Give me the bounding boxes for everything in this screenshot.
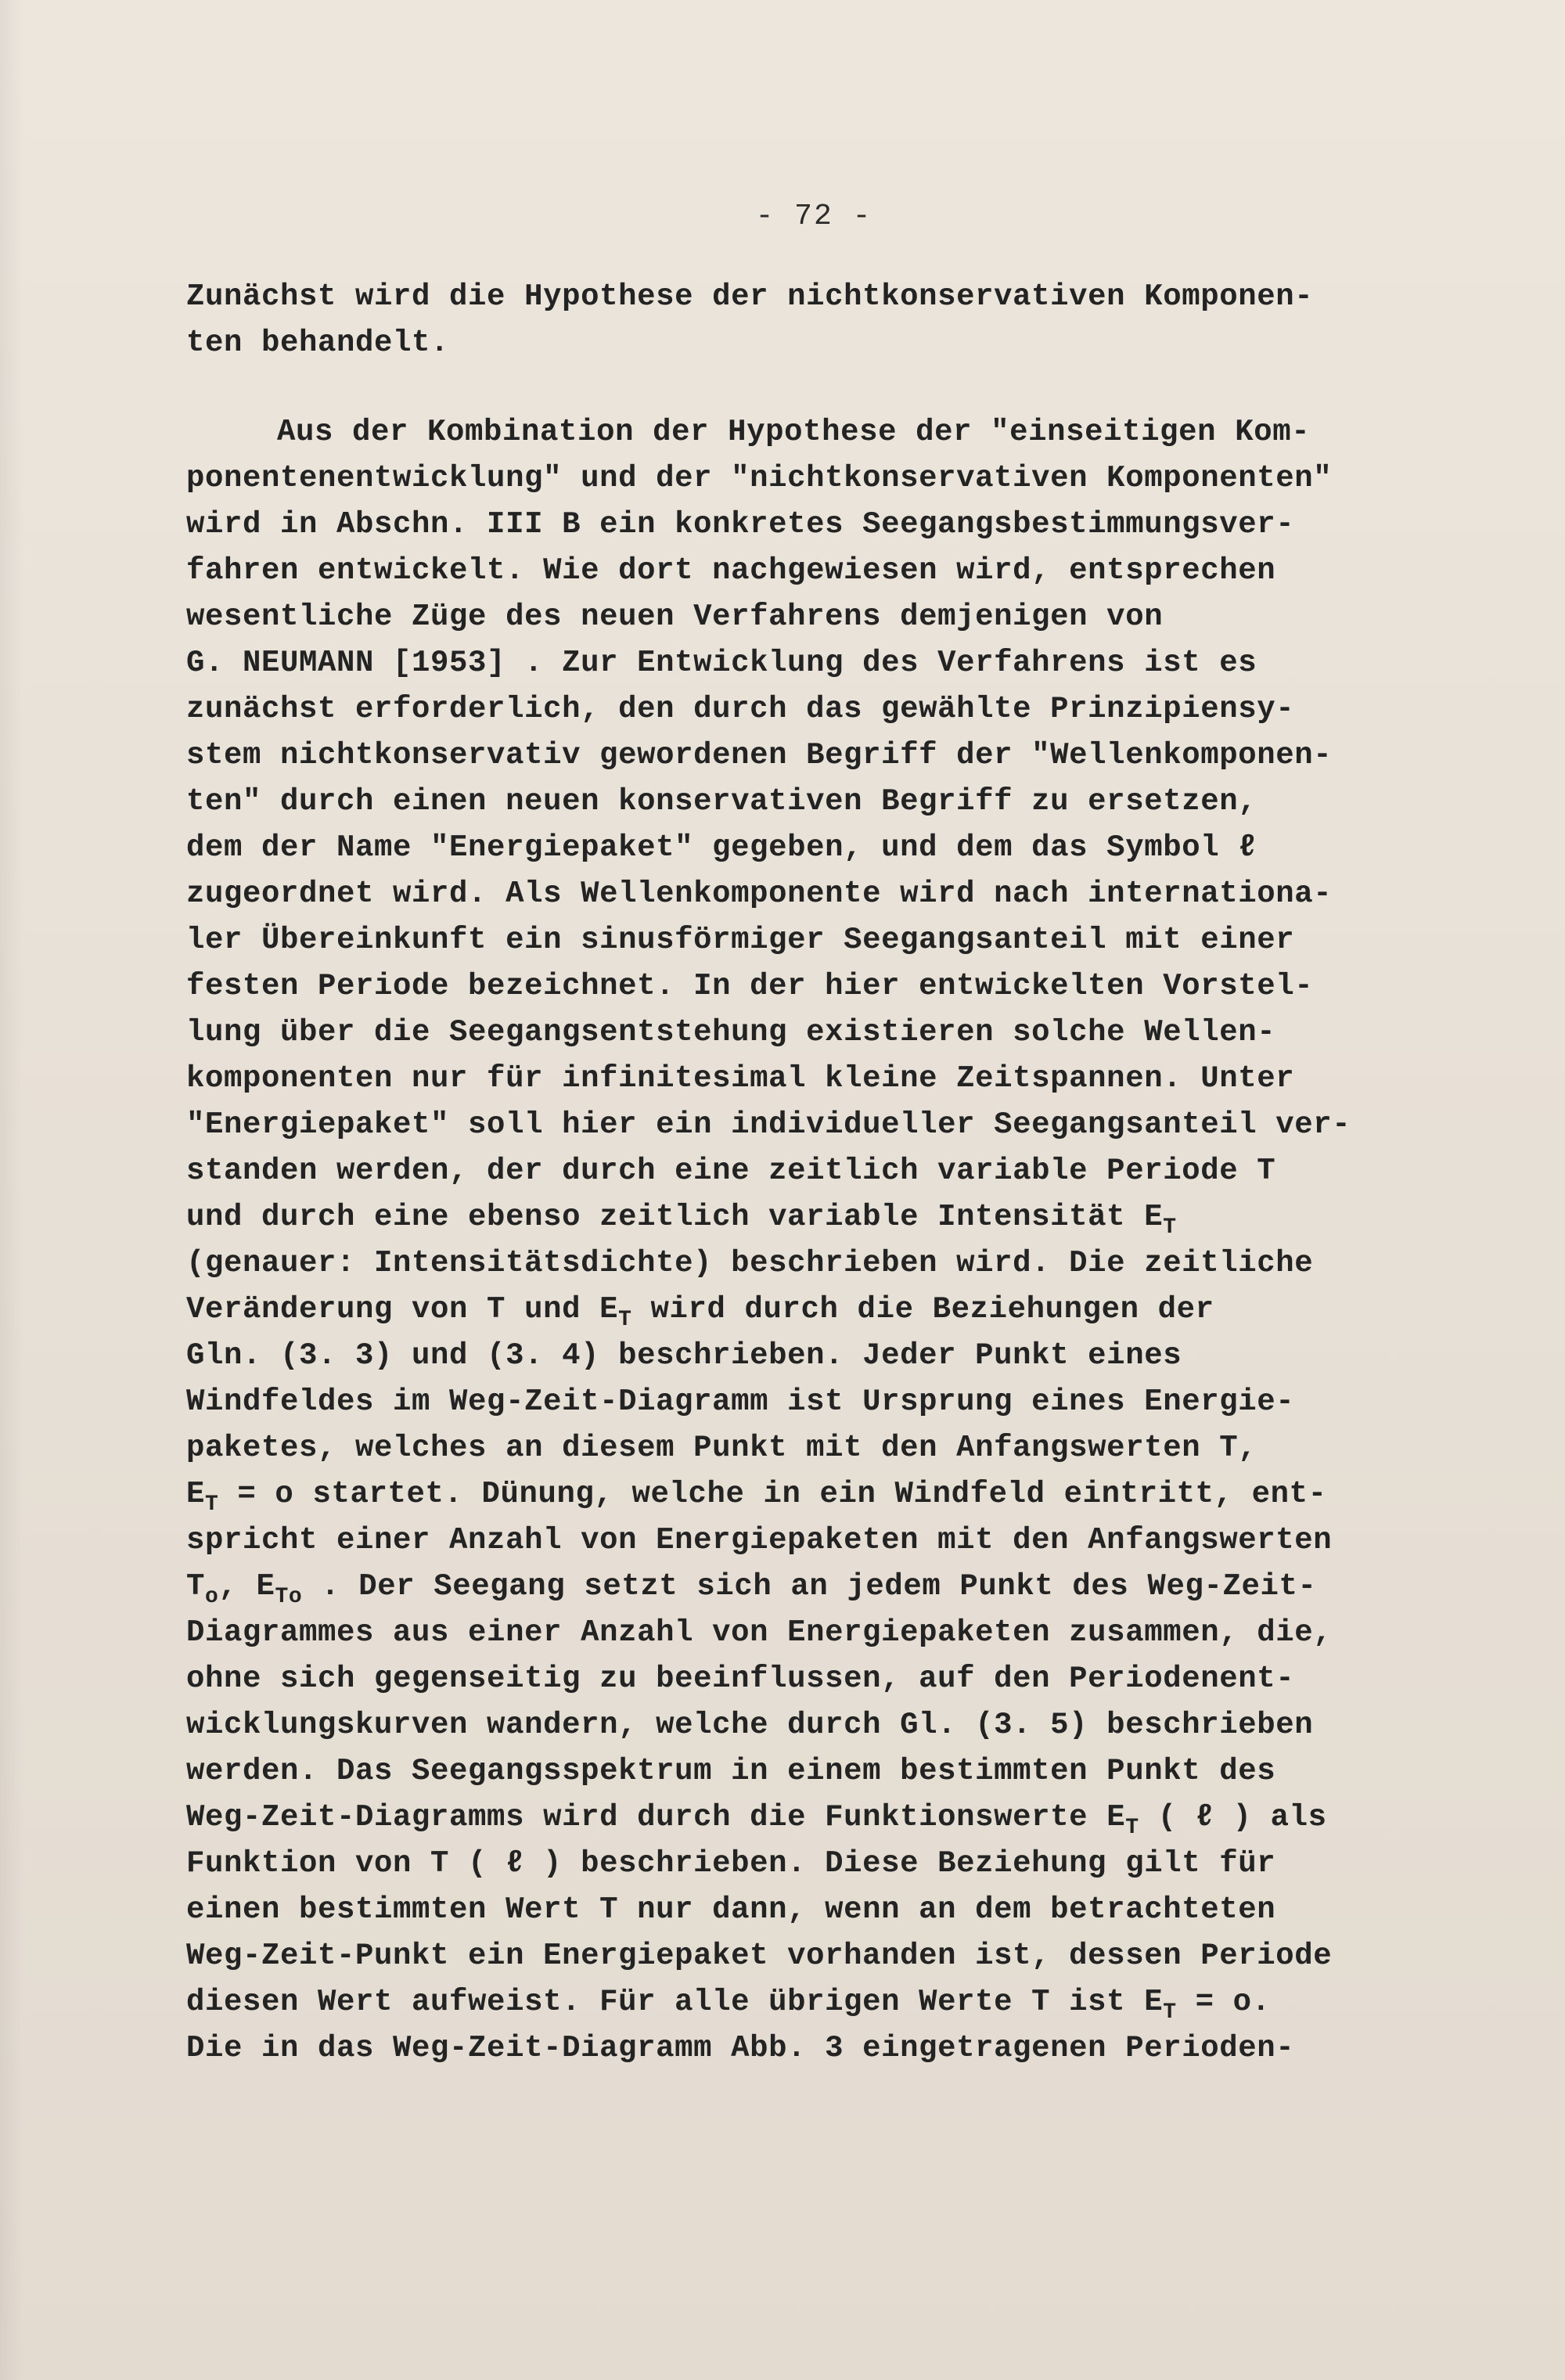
text-line: Diagrammes aus einer Anzahl von Energiepaketen zusammen, die, xyxy=(186,1615,1333,1650)
paragraph-main xyxy=(186,409,1407,2072)
text-line: spricht einer Anzahl von Energiepaketen mit den Anfangswerten xyxy=(186,1523,1333,1557)
text-line: Weg-Zeit-Punkt ein Energiepaket vorhanden ist, dessen Periode xyxy=(186,1939,1333,1973)
text-line: ponentenentwicklung" und der "nichtkonservativen Komponenten" xyxy=(186,461,1333,495)
text-line: $T_o$, $E_{To}$ . Der Seegang setzt sich an jedem Punkt des Weg-Zeit- xyxy=(186,1569,1317,1609)
text-line: dem der Name "Energiepaket" gegeben, und dem das Symbol ℓ xyxy=(186,830,1257,865)
text-line: wesentliche Züge des neuen Verfahrens demjenigen von xyxy=(186,600,1164,634)
text-line: Zunächst wird die Hypothese der nichtkonservativen Komponen- xyxy=(186,279,1314,314)
text-line: und durch eine ebenso zeitlich variable Intensität $E_T$ xyxy=(186,1200,1177,1240)
text-line: Funktion von T ( ℓ ) beschrieben. Diese Beziehung gilt für xyxy=(186,1846,1276,1881)
text-line: wird in Abschn. III B ein konkretes Seegangsbestimmungsver- xyxy=(186,507,1295,542)
text-line: wicklungskurven wandern, welche durch Gl. (3. 5) beschrieben xyxy=(186,1708,1314,1742)
text-line: Windfeldes im Weg-Zeit-Diagramm ist Ursprung eines Energie- xyxy=(186,1384,1295,1419)
text-line: ten behandelt. xyxy=(186,326,450,360)
text-line: paketes, welches an diesem Punkt mit den Anfangswerten T, xyxy=(186,1431,1257,1465)
text-line: festen Periode bezeichnet. In der hier entwickelten Vorstel- xyxy=(186,969,1314,1003)
text-line: standen werden, der durch eine zeitlich variable Periode T xyxy=(186,1154,1276,1188)
text-line: einen bestimmten Wert T nur dann, wenn an dem betrachteten xyxy=(186,1892,1276,1927)
text-line: fahren entwickelt. Wie dort nachgewiesen wird, entsprechen xyxy=(186,553,1276,588)
text-line: G. NEUMANN [1953] . Zur Entwicklung des Verfahrens ist es xyxy=(186,646,1257,680)
text-line: Aus der Kombination der Hypothese der "einseitigen Kom- xyxy=(277,415,1311,449)
text-line: ten" durch einen neuen konservativen Begriff zu ersetzen, xyxy=(186,784,1257,819)
text-line: diesen Wert aufweist. Für alle übrigen Werte T ist $E_T = o$. xyxy=(186,1985,1271,2025)
text-line: zunächst erforderlich, den durch das gewählte Prinzipiensy- xyxy=(186,692,1295,726)
text-line: zugeordnet wird. Als Wellenkomponente wird nach internationa- xyxy=(186,877,1333,911)
text-line: "Energiepaket" soll hier ein individueller Seegangsanteil ver- xyxy=(186,1107,1351,1142)
text-line: ohne sich gegenseitig zu beeinflussen, auf den Periodenent- xyxy=(186,1662,1295,1696)
text-line: $E_T = o$ startet. Dünung, welche in ein Windfeld eintritt, ent- xyxy=(186,1477,1327,1517)
page-number: - 72 - xyxy=(755,200,872,233)
text-line: Veränderung von T und $E_T$ wird durch die Beziehungen der xyxy=(186,1292,1214,1332)
text-line: werden. Das Seegangsspektrum in einem bestimmten Punkt des xyxy=(186,1754,1276,1788)
paragraph-intro xyxy=(186,274,1407,366)
text-line: komponenten nur für infinitesimal kleine Zeitspannen. Unter xyxy=(186,1061,1295,1096)
text-line: Die in das Weg-Zeit-Diagramm Abb. 3 eingetragenen Perioden- xyxy=(186,2031,1295,2065)
text-line: stem nichtkonservativ gewordenen Begriff der "Wellenkomponen- xyxy=(186,738,1333,772)
text-line: Weg-Zeit-Diagramms wird durch die Funktionswerte $E_T$ ( ℓ ) als xyxy=(186,1800,1327,1840)
text-line: Gln. (3. 3) und (3. 4) beschrieben. Jeder Punkt eines xyxy=(186,1338,1182,1373)
text-line: lung über die Seegangsentstehung existieren solche Wellen- xyxy=(186,1015,1276,1050)
text-line: (genauer: Intensitätsdichte) beschrieben wird. Die zeitliche xyxy=(186,1246,1314,1280)
text-line: ler Übereinkunft ein sinusförmiger Seegangsanteil mit einer xyxy=(186,923,1295,957)
